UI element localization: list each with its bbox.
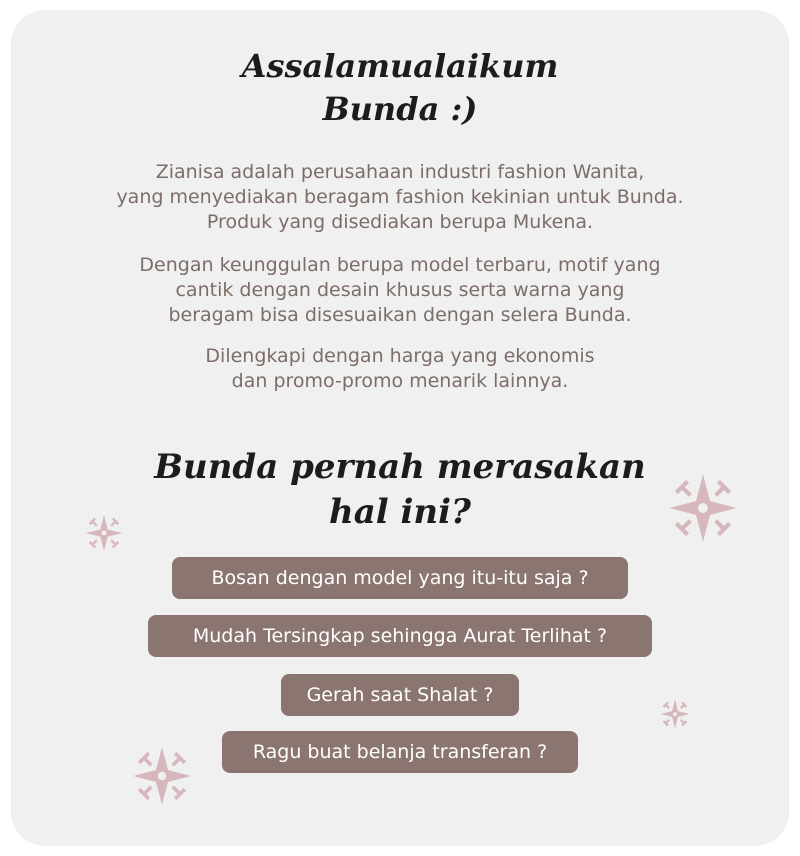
- question-line-2: hal ini?: [329, 492, 471, 532]
- question-line-1: Bunda pernah merasakan: [154, 447, 646, 487]
- flower-ornament-icon: [84, 513, 124, 553]
- greeting-line-1: Assalamualaikum: [241, 47, 559, 85]
- intro-paragraph-3: Dilengkapi dengan harga yang ekonomis dan promo-promo menarik lainnya.: [205, 345, 595, 392]
- intro-paragraph-2: Dengan keunggulan berupa model terbaru, motif yang cantik dengan desain khusus serta warna yang beragam bisa disesuaikan dengan selera Bunda.: [139, 254, 661, 326]
- problem-pill-exposed-aurat: Mudah Tersingkap sehingga Aurat Terlihat ?: [148, 615, 652, 657]
- greeting-heading: [0, 45, 800, 131]
- problem-pill-hot-prayer: Gerah saat Shalat ?: [281, 674, 519, 716]
- greeting-line-2: Bunda :): [322, 90, 478, 128]
- intro-paragraph-1: Zianisa adalah perusahaan industri fashion Wanita, yang menyediakan beragam fashion kekinian untuk Bunda. Produk yang disediakan berupa Mukena.: [116, 161, 684, 233]
- problem-pill-boring-model: Bosan dengan model yang itu-itu saja ?: [172, 557, 628, 599]
- flower-ornament-icon: [668, 473, 738, 543]
- flower-ornament-icon: [659, 698, 691, 730]
- problem-pill-transfer-doubt: Ragu buat belanja transferan ?: [222, 731, 578, 773]
- flower-ornament-icon: [132, 746, 192, 806]
